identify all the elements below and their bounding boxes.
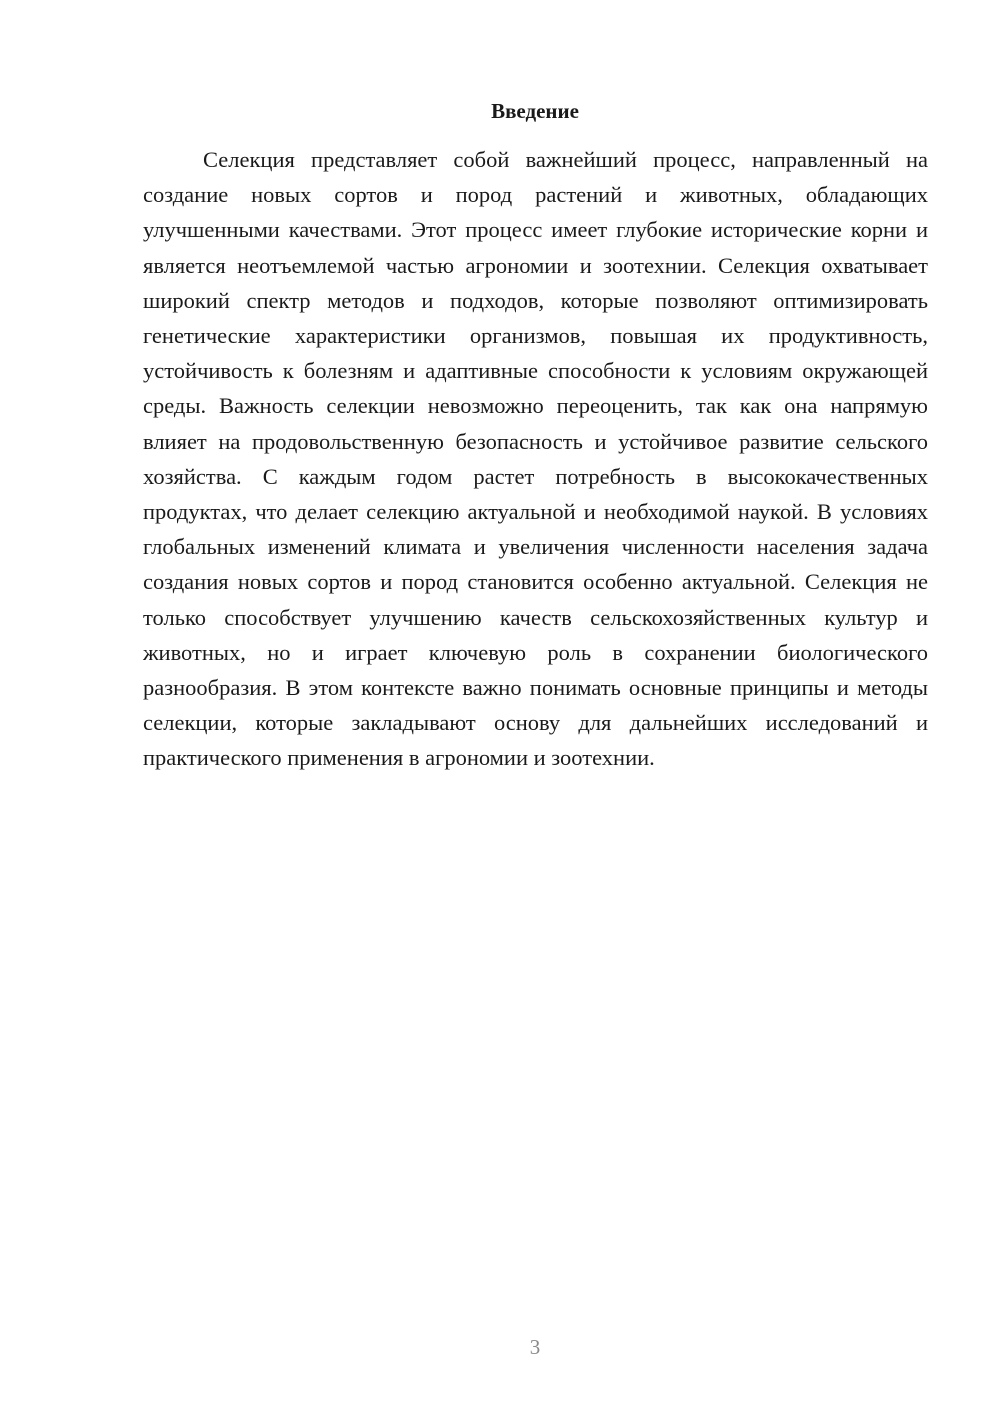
section-heading: Введение [491, 99, 579, 123]
body-paragraph: Селекция представляет собой важнейший процесс, направленный на создание новых сортов и пород растений и животных, обладающих улучшенными качествами. Этот процесс имеет глубокие исторические корни и является неотъемлемой частью агрономии и зоотехнии. Селекция охватывает широкий спектр методов и подходов, которые позволяют оптимизировать генетические характеристики организмов, повышая их продуктивность, устойчивость к болезням и адаптивные способности к условиям окружающей среды. Важность селекции невозможно переоценить, так как она напрямую влияет на продовольственную безопасность и устойчивое развитие сельского хозяйства. С каждым годом растет потребность в высококачественных продуктах, что делает селекцию актуальной и необходимой наукой. В условиях глобальных изменений климата и увеличения численности населения задача создания новых сортов и пород становится особенно актуальной. Селекция не только способствует улучшению качеств сельскохозяйственных культур и животных, но и играет ключевую роль в сохранении биологического разнообразия. В этом контексте важно понимать основные принципы и методы селекции, которые закладывают основу для дальнейших исследований и практического применения в агрономии и зоотехнии. [143, 147, 928, 771]
page-number: 3 [529, 1335, 541, 1359]
